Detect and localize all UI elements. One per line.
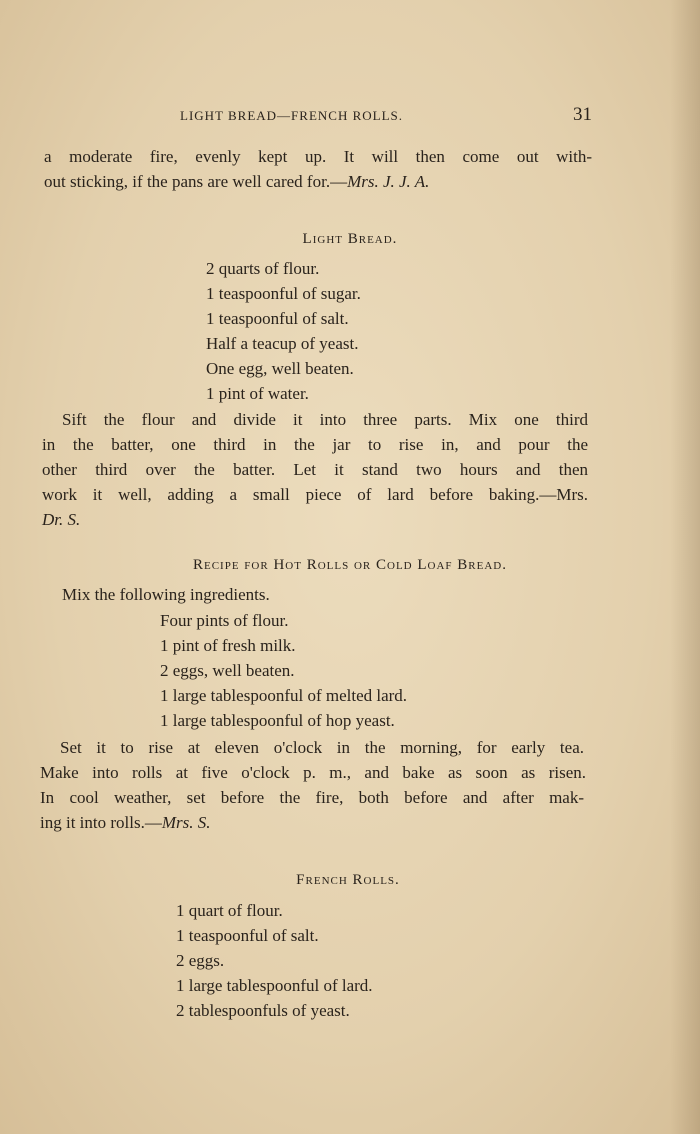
light-bread-title: Light Bread.: [302, 231, 398, 247]
light-bread-ingredient: Half a teacup of yeast.: [206, 334, 359, 353]
hot-rolls-ingredient: 1 large tablespoonful of hop yeast.: [160, 711, 395, 730]
light-bread-ingredient: 1 teaspoonful of salt.: [206, 309, 349, 328]
intro-signature: Mrs. J. J. A.: [347, 172, 430, 191]
page-header: [180, 104, 592, 128]
light-bread-direction: Sift the flour and divide it into three parts. Mix one third: [62, 410, 588, 429]
french-rolls-ingredient: 1 large tablespoonful of lard.: [176, 976, 373, 995]
hot-rolls-ingredient: Four pints of flour.: [160, 611, 289, 630]
hot-rolls-intro: Mix the following ingredients.: [62, 585, 270, 604]
page-number: 31: [573, 104, 592, 125]
hot-rolls-ingredient: 1 pint of fresh milk.: [160, 636, 296, 655]
light-bread-ingredient: 1 pint of water.: [206, 384, 309, 403]
hot-rolls-direction: Make into rolls at five o'clock p. m., and bake as soon as risen.: [40, 763, 586, 782]
hot-rolls-last-line: [40, 812, 211, 834]
hot-rolls-title: Recipe for Hot Rolls or Cold Loaf Bread.: [193, 557, 507, 573]
light-bread-direction: other third over the batter. Let it stand two hours and then: [42, 460, 588, 479]
intro-line-2-text: out sticking, if the pans are well cared for.—: [44, 172, 348, 191]
french-rolls-ingredient: 1 quart of flour.: [176, 901, 283, 920]
french-rolls-title: French Rolls.: [296, 872, 400, 888]
light-bread-ingredient: One egg, well beaten.: [206, 359, 354, 378]
running-head: LIGHT BREAD—FRENCH ROLLS.: [180, 108, 404, 123]
light-bread-direction: work it well, adding a small piece of lard before baking.—Mrs.: [42, 485, 588, 504]
intro-line-2: [44, 171, 429, 193]
intro-line-1: a moderate fire, evenly kept up. It will then come out with-: [44, 147, 592, 166]
hot-rolls-signature: Mrs. S.: [161, 813, 211, 832]
french-rolls-ingredient: 2 tablespoonfuls of yeast.: [176, 1001, 350, 1020]
french-rolls-ingredient: 2 eggs.: [176, 951, 225, 970]
light-bread-signature: Dr. S.: [42, 510, 81, 529]
light-bread-direction: in the batter, one third in the jar to rise in, and pour the: [42, 435, 588, 454]
hot-rolls-direction: Set it to rise at eleven o'clock in the morning, for early tea.: [60, 738, 584, 757]
hot-rolls-ingredient: 2 eggs, well beaten.: [160, 661, 295, 680]
hot-rolls-direction: In cool weather, set before the fire, both before and after mak-: [40, 788, 584, 807]
french-rolls-ingredient: 1 teaspoonful of salt.: [176, 926, 319, 945]
hot-rolls-ingredient: 1 large tablespoonful of melted lard.: [160, 686, 408, 705]
hot-rolls-last-line-text: ing it into rolls.—: [40, 813, 162, 832]
light-bread-ingredient: 2 quarts of flour.: [206, 259, 320, 278]
light-bread-ingredient: 1 teaspoonful of sugar.: [206, 284, 361, 303]
